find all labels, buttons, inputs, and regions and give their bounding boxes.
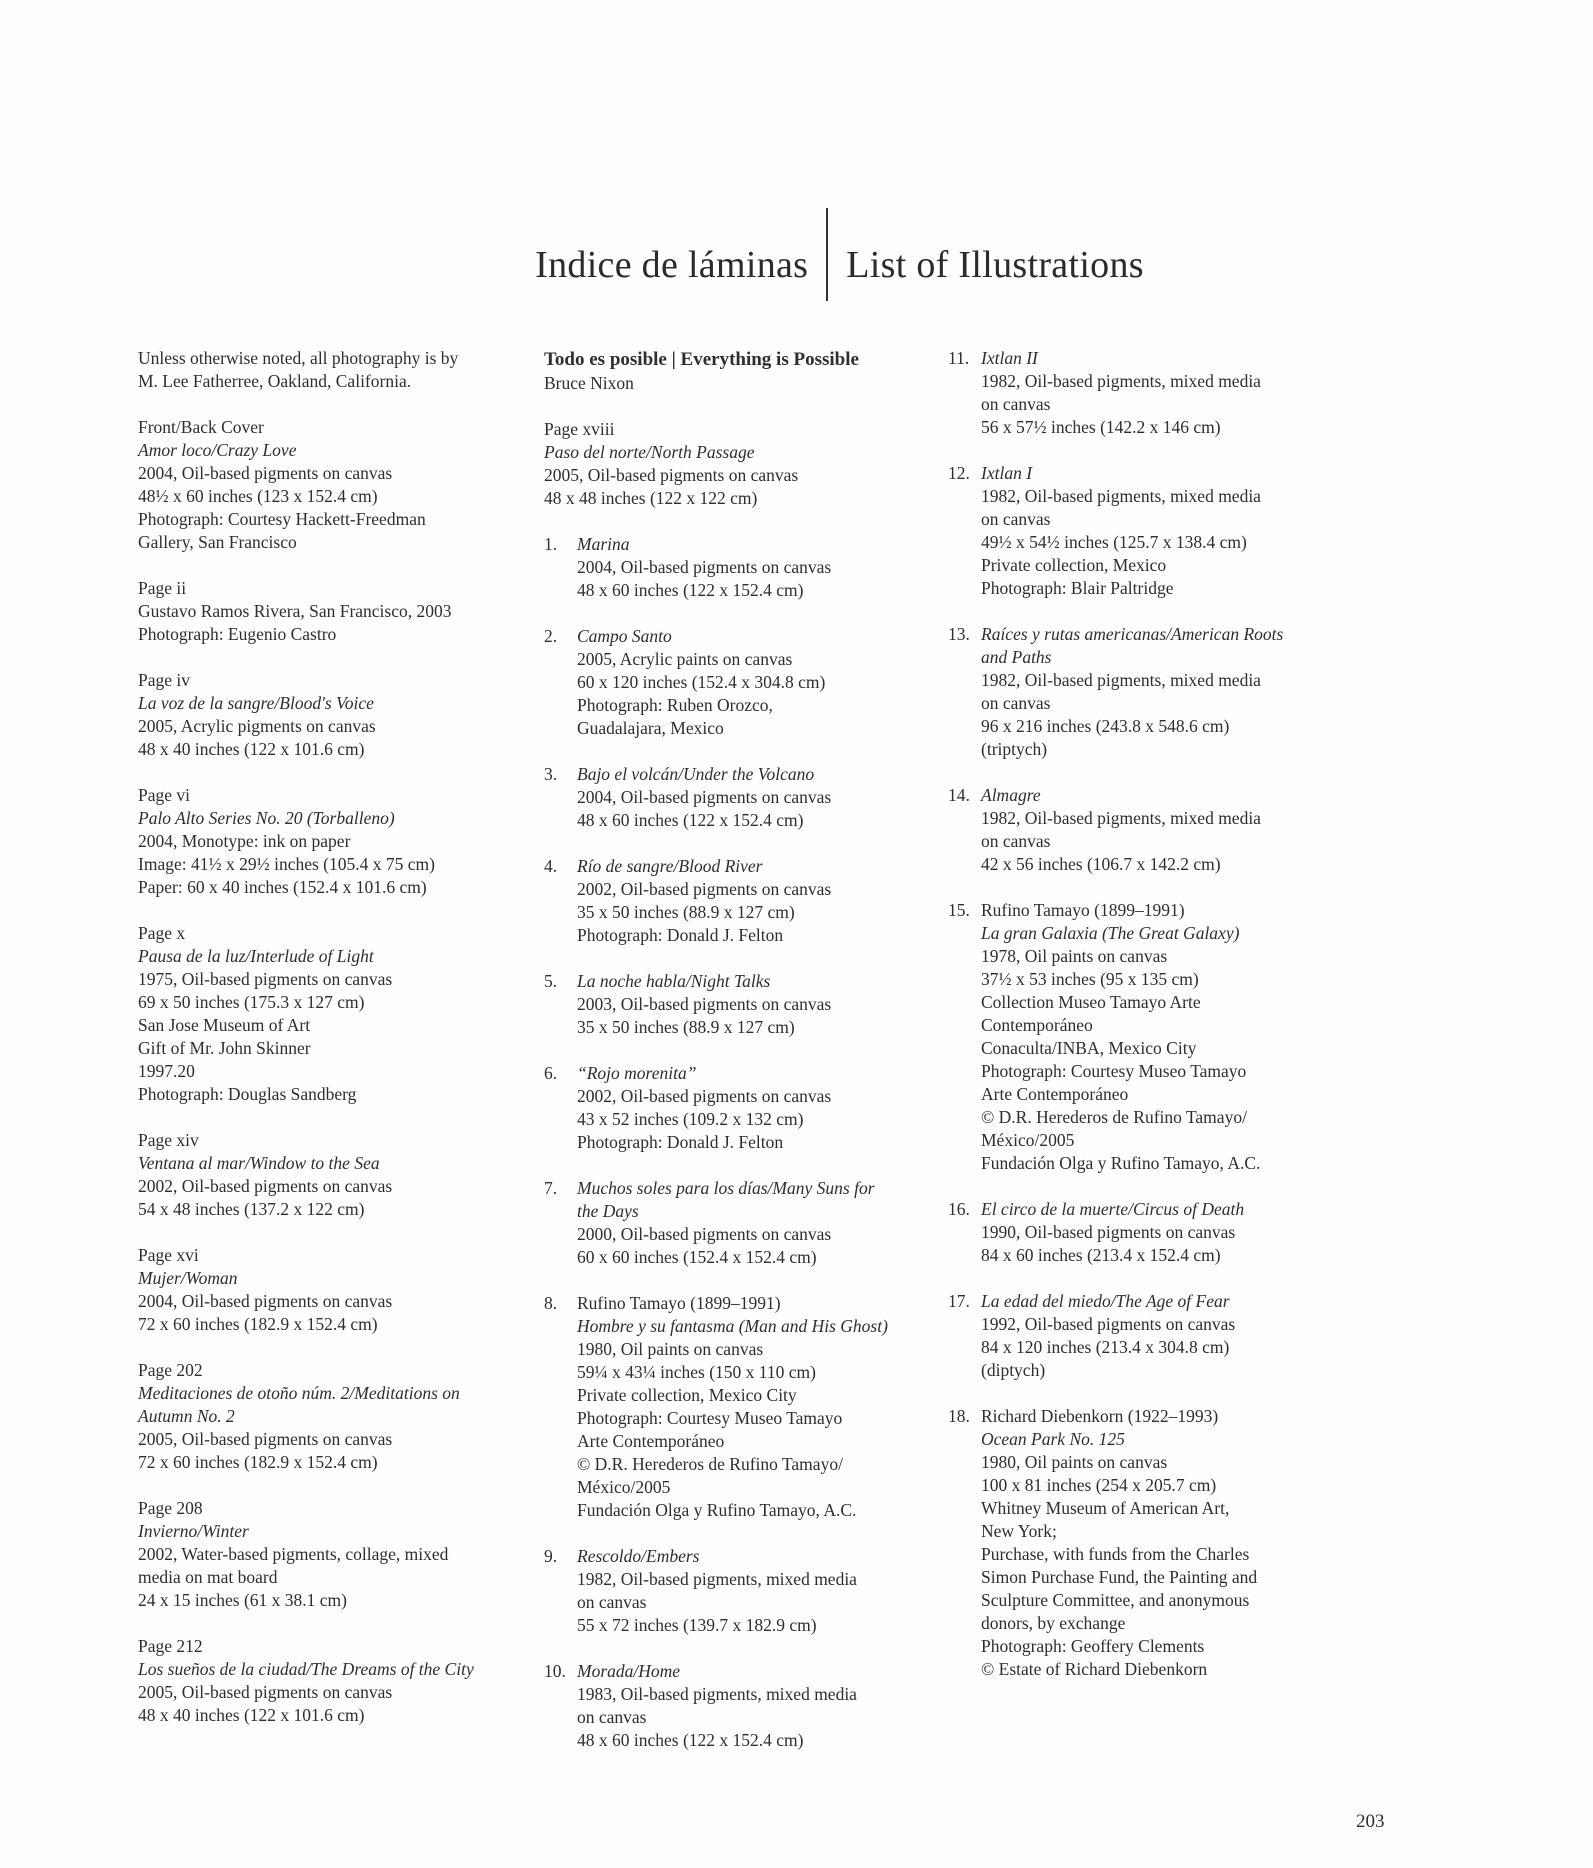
- entry-detail-line: 1982, Oil-based pigments, mixed media: [981, 808, 1261, 828]
- entry-body: [577, 1545, 924, 1637]
- entry-detail-line: 2005, Oil-based pigments on canvas: [544, 465, 799, 485]
- entry-detail-line: 1990, Oil-based pigments on canvas: [981, 1222, 1236, 1242]
- entry-detail-line: 48 x 60 inches (122 x 152.4 cm): [577, 1730, 804, 1750]
- entry-body: [981, 899, 1318, 1175]
- entry-detail-line: 96 x 216 inches (243.8 x 548.6 cm): [981, 716, 1230, 736]
- artwork-title: Ixtlan I: [981, 463, 1033, 483]
- entry-detail-line: 100 x 81 inches (254 x 205.7 cm): [981, 1475, 1217, 1495]
- entry-detail-line: Simon Purchase Fund, the Painting and: [981, 1567, 1258, 1587]
- intro-line: Unless otherwise noted, all photography is by: [138, 348, 459, 368]
- entry-detail-line: 1982, Oil-based pigments, mixed media: [981, 371, 1261, 391]
- artwork-title: Hombre y su fantasma (Man and His Ghost): [577, 1316, 888, 1336]
- entry-detail-line: Fundación Olga y Rufino Tamayo, A.C.: [981, 1153, 1261, 1173]
- entry-detail-line: 48 x 40 inches (122 x 101.6 cm): [138, 739, 365, 759]
- entry-detail-line: on canvas: [981, 509, 1051, 529]
- artwork-title: Campo Santo: [577, 626, 672, 646]
- entry-detail-line: 2002, Oil-based pigments on canvas: [138, 1176, 393, 1196]
- artwork-title: Invierno/Winter: [138, 1521, 249, 1541]
- illustration-entry: [138, 922, 518, 1106]
- entry-detail-line: Arte Contemporáneo: [577, 1431, 725, 1451]
- entry-body: [981, 623, 1318, 761]
- entry-detail-line: 2002, Oil-based pigments on canvas: [577, 1086, 832, 1106]
- entry-detail-line: 72 x 60 inches (182.9 x 152.4 cm): [138, 1452, 378, 1472]
- entry-number: 11.: [948, 348, 970, 368]
- entry-number: 6.: [544, 1063, 558, 1083]
- entry-detail-line: Image: 41½ x 29½ inches (105.4 x 75 cm): [138, 854, 435, 874]
- entry-detail-line: 55 x 72 inches (139.7 x 182.9 cm): [577, 1615, 817, 1635]
- entry-detail-line: Private collection, Mexico City: [577, 1385, 797, 1405]
- entry-number: 17.: [948, 1291, 970, 1311]
- entry-body: [981, 1198, 1318, 1267]
- numbered-entry: [544, 855, 924, 947]
- entry-number: 4.: [544, 856, 558, 876]
- entry-number: 12.: [948, 463, 970, 483]
- section-title: Todo es posible | Everything is Possible: [544, 349, 859, 370]
- entry-detail-line: Photograph: Ruben Orozco,: [577, 695, 773, 715]
- entry-detail-line: 2004, Oil-based pigments on canvas: [577, 557, 832, 577]
- numbered-entry: [544, 1177, 924, 1269]
- artwork-title: Amor loco/Crazy Love: [138, 440, 297, 460]
- entry-detail-line: 60 x 120 inches (152.4 x 304.8 cm): [577, 672, 826, 692]
- entry-detail-line: 54 x 48 inches (137.2 x 122 cm): [138, 1199, 365, 1219]
- artwork-title: Muchos soles para los días/Many Suns for: [577, 1178, 875, 1198]
- entry-detail-line: Gift of Mr. John Skinner: [138, 1038, 311, 1058]
- entry-detail-line: Rufino Tamayo (1899–1991): [981, 900, 1185, 920]
- entry-detail-line: Fundación Olga y Rufino Tamayo, A.C.: [577, 1500, 857, 1520]
- numbered-entry: [544, 1292, 924, 1522]
- numbered-entry: [544, 970, 924, 1039]
- title-spanish: Indice de láminas: [535, 244, 809, 286]
- artwork-title: and Paths: [981, 647, 1052, 667]
- entry-detail-line: 48 x 60 inches (122 x 152.4 cm): [577, 810, 804, 830]
- column-3: [948, 347, 1318, 1704]
- entry-detail-line: Photograph: Donald J. Felton: [577, 925, 784, 945]
- entry-body: [981, 784, 1318, 876]
- numbered-entry: [948, 1198, 1318, 1267]
- entry-detail-line: Conaculta/INBA, Mexico City: [981, 1038, 1197, 1058]
- page-number: 203: [1356, 1811, 1385, 1832]
- entry-detail-line: on canvas: [981, 394, 1051, 414]
- entry-body: [981, 462, 1318, 600]
- numbered-entry: [544, 763, 924, 832]
- entry-detail-line: media on mat board: [138, 1567, 278, 1587]
- numbered-entry: [948, 1290, 1318, 1382]
- entry-detail-line: 1980, Oil paints on canvas: [981, 1452, 1168, 1472]
- entry-detail-line: 56 x 57½ inches (142.2 x 146 cm): [981, 417, 1221, 437]
- entry-detail-line: (diptych): [981, 1360, 1046, 1380]
- artwork-title: Los sueños de la ciudad/The Dreams of the City: [138, 1659, 474, 1679]
- entry-detail-line: Private collection, Mexico: [981, 555, 1167, 575]
- artwork-title: Almagre: [981, 785, 1041, 805]
- entry-body: [981, 1290, 1318, 1382]
- entry-detail-line: Photograph: Douglas Sandberg: [138, 1084, 357, 1104]
- artwork-title: Raíces y rutas americanas/American Roots: [981, 624, 1284, 644]
- entry-detail-line: 48 x 60 inches (122 x 152.4 cm): [577, 580, 804, 600]
- numbered-entry: [948, 899, 1318, 1175]
- entry-detail-line: 1997.20: [138, 1061, 195, 1081]
- numbered-entry: [948, 784, 1318, 876]
- artwork-title: Río de sangre/Blood River: [577, 856, 763, 876]
- entry-detail-line: Sculpture Committee, and anonymous: [981, 1590, 1250, 1610]
- entry-detail-line: 2005, Acrylic paints on canvas: [577, 649, 793, 669]
- artwork-title: Rescoldo/Embers: [577, 1546, 700, 1566]
- artwork-title: Mujer/Woman: [138, 1268, 238, 1288]
- entry-detail-line: Rufino Tamayo (1899–1991): [577, 1293, 781, 1313]
- artwork-title: Pausa de la luz/Interlude of Light: [138, 946, 374, 966]
- entry-detail-line: Photograph: Courtesy Museo Tamayo: [577, 1408, 843, 1428]
- entry-detail-line: Photograph: Blair Paltridge: [981, 578, 1174, 598]
- entry-detail-line: Page 202: [138, 1360, 203, 1380]
- entry-number: 16.: [948, 1199, 970, 1219]
- artwork-title: El circo de la muerte/Circus of Death: [981, 1199, 1245, 1219]
- numbered-entry: [948, 623, 1318, 761]
- entry-detail-line: Page 212: [138, 1636, 203, 1656]
- entry-detail-line: on canvas: [981, 831, 1051, 851]
- entry-detail-line: 1992, Oil-based pigments on canvas: [981, 1314, 1236, 1334]
- entry-detail-line: 2005, Oil-based pigments on canvas: [138, 1429, 393, 1449]
- section-header: [544, 347, 924, 395]
- numbered-entry: [544, 1062, 924, 1154]
- artwork-title: Palo Alto Series No. 20 (Torballeno): [138, 808, 395, 828]
- entry-detail-line: 59¼ x 43¼ inches (150 x 110 cm): [577, 1362, 816, 1382]
- entry-detail-line: Richard Diebenkorn (1922–1993): [981, 1406, 1219, 1426]
- artwork-title: the Days: [577, 1201, 639, 1221]
- entry-number: 10.: [544, 1661, 566, 1681]
- entry-detail-line: 2004, Oil-based pigments on canvas: [138, 463, 393, 483]
- entry-body: [981, 1405, 1318, 1681]
- entry-number: 13.: [948, 624, 970, 644]
- entry-number: 14.: [948, 785, 970, 805]
- entry-detail-line: Page xviii: [544, 419, 615, 439]
- entry-detail-line: donors, by exchange: [981, 1613, 1126, 1633]
- entry-detail-line: 35 x 50 inches (88.9 x 127 cm): [577, 902, 795, 922]
- entry-detail-line: San Jose Museum of Art: [138, 1015, 311, 1035]
- entry-detail-line: México/2005: [577, 1477, 671, 1497]
- entry-detail-line: Page xvi: [138, 1245, 199, 1265]
- entry-detail-line: 1980, Oil paints on canvas: [577, 1339, 764, 1359]
- entry-body: [577, 533, 924, 602]
- entry-detail-line: Page 208: [138, 1498, 203, 1518]
- entry-detail-line: on canvas: [577, 1592, 647, 1612]
- entry-detail-line: 60 x 60 inches (152.4 x 152.4 cm): [577, 1247, 817, 1267]
- entry-detail-line: 24 x 15 inches (61 x 38.1 cm): [138, 1590, 347, 1610]
- entry-detail-line: 2004, Oil-based pigments on canvas: [138, 1291, 393, 1311]
- artwork-title: Paso del norte/North Passage: [544, 442, 755, 462]
- entry-number: 3.: [544, 764, 558, 784]
- artwork-title: Ocean Park No. 125: [981, 1429, 1125, 1449]
- entry-detail-line: 1982, Oil-based pigments, mixed media: [981, 670, 1261, 690]
- title-english: List of Illustrations: [846, 244, 1144, 286]
- entry-detail-line: Gustavo Ramos Rivera, San Francisco, 2003: [138, 601, 452, 621]
- entry-detail-line: 49½ x 54½ inches (125.7 x 138.4 cm): [981, 532, 1247, 552]
- illustration-entry: [138, 416, 518, 554]
- entry-detail-line: 48½ x 60 inches (123 x 152.4 cm): [138, 486, 378, 506]
- entry-number: 5.: [544, 971, 558, 991]
- entry-detail-line: on canvas: [981, 693, 1051, 713]
- entry-detail-line: 43 x 52 inches (109.2 x 132 cm): [577, 1109, 804, 1129]
- page-heading: [0, 208, 1593, 301]
- entry-body: [577, 625, 924, 740]
- entry-detail-line: Contemporáneo: [981, 1015, 1093, 1035]
- artwork-title: La noche habla/Night Talks: [577, 971, 771, 991]
- entry-detail-line: Page xiv: [138, 1130, 199, 1150]
- entry-detail-line: Front/Back Cover: [138, 417, 264, 437]
- entry-body: [577, 1292, 924, 1522]
- artwork-title: Morada/Home: [577, 1661, 681, 1681]
- entry-detail-line: 35 x 50 inches (88.9 x 127 cm): [577, 1017, 795, 1037]
- artwork-title: La voz de la sangre/Blood's Voice: [138, 693, 374, 713]
- entry-detail-line: 2005, Acrylic pigments on canvas: [138, 716, 376, 736]
- artwork-title: La edad del miedo/The Age of Fear: [981, 1291, 1230, 1311]
- entry-detail-line: New York;: [981, 1521, 1057, 1541]
- entry-detail-line: Photograph: Donald J. Felton: [577, 1132, 784, 1152]
- entry-detail-line: 1978, Oil paints on canvas: [981, 946, 1168, 966]
- entry-detail-line: Whitney Museum of American Art,: [981, 1498, 1230, 1518]
- entry-detail-line: 48 x 40 inches (122 x 101.6 cm): [138, 1705, 365, 1725]
- entry-detail-line: 1983, Oil-based pigments, mixed media: [577, 1684, 857, 1704]
- entry-detail-line: 1982, Oil-based pigments, mixed media: [981, 486, 1261, 506]
- numbered-entry: [948, 1405, 1318, 1681]
- entry-detail-line: Page iv: [138, 670, 191, 690]
- entry-detail-line: 42 x 56 inches (106.7 x 142.2 cm): [981, 854, 1221, 874]
- entry-detail-line: 1975, Oil-based pigments on canvas: [138, 969, 393, 989]
- artwork-title: “Rojo morenita”: [577, 1063, 697, 1083]
- entry-detail-line: Purchase, with funds from the Charles: [981, 1544, 1250, 1564]
- illustration-entry: [138, 1497, 518, 1612]
- entry-detail-line: 2005, Oil-based pigments on canvas: [138, 1682, 393, 1702]
- preface-entry: [544, 418, 924, 510]
- artwork-title: Autumn No. 2: [138, 1406, 235, 1426]
- entry-detail-line: 48 x 48 inches (122 x 122 cm): [544, 488, 758, 508]
- column-1: [138, 347, 518, 1750]
- artwork-title: Bajo el volcán/Under the Volcano: [577, 764, 815, 784]
- entry-number: 2.: [544, 626, 558, 646]
- entry-detail-line: on canvas: [577, 1707, 647, 1727]
- entry-detail-line: Page vi: [138, 785, 191, 805]
- entry-detail-line: Page x: [138, 923, 186, 943]
- artwork-title: Meditaciones de otoño núm. 2/Meditations on: [138, 1383, 460, 1403]
- entry-number: 8.: [544, 1293, 558, 1313]
- entry-detail-line: 69 x 50 inches (175.3 x 127 cm): [138, 992, 365, 1012]
- entry-detail-line: Photograph: Eugenio Castro: [138, 624, 337, 644]
- entry-detail-line: Arte Contemporáneo: [981, 1084, 1129, 1104]
- numbered-entry: [544, 625, 924, 740]
- artwork-title: La gran Galaxia (The Great Galaxy): [981, 923, 1240, 943]
- entry-detail-line: © D.R. Herederos de Rufino Tamayo/: [577, 1454, 843, 1474]
- entry-detail-line: 2000, Oil-based pigments on canvas: [577, 1224, 832, 1244]
- section-author: Bruce Nixon: [544, 373, 634, 393]
- artwork-title: Marina: [577, 534, 630, 554]
- numbered-entry: [544, 1660, 924, 1752]
- entry-detail-line: 37½ x 53 inches (95 x 135 cm): [981, 969, 1199, 989]
- entry-detail-line: (triptych): [981, 739, 1048, 759]
- entry-detail-line: © Estate of Richard Diebenkorn: [981, 1659, 1208, 1679]
- entry-detail-line: 84 x 60 inches (213.4 x 152.4 cm): [981, 1245, 1221, 1265]
- illustration-entry: [138, 577, 518, 646]
- entry-detail-line: 1982, Oil-based pigments, mixed media: [577, 1569, 857, 1589]
- entry-body: [577, 1177, 924, 1269]
- illustration-entry: [138, 784, 518, 899]
- entry-detail-line: Gallery, San Francisco: [138, 532, 297, 552]
- entry-detail-line: México/2005: [981, 1130, 1075, 1150]
- entry-detail-line: 2004, Monotype: ink on paper: [138, 831, 351, 851]
- illustration-entry: [138, 1359, 518, 1474]
- entry-detail-line: 84 x 120 inches (213.4 x 304.8 cm): [981, 1337, 1230, 1357]
- intro-line: M. Lee Fatherree, Oakland, California.: [138, 371, 412, 391]
- entry-body: [577, 970, 924, 1039]
- entry-body: [981, 347, 1318, 439]
- illustration-entry: [138, 1244, 518, 1336]
- photo-credit-note: [138, 347, 518, 393]
- entry-body: [577, 1660, 924, 1752]
- entry-detail-line: © D.R. Herederos de Rufino Tamayo/: [981, 1107, 1247, 1127]
- illustration-entry: [138, 669, 518, 761]
- entry-detail-line: Page ii: [138, 578, 187, 598]
- entry-detail-line: Collection Museo Tamayo Arte: [981, 992, 1201, 1012]
- illustration-entry: [138, 1129, 518, 1221]
- illustration-entry: [138, 1635, 518, 1727]
- entry-detail-line: Paper: 60 x 40 inches (152.4 x 101.6 cm): [138, 877, 427, 897]
- entry-detail-line: 2003, Oil-based pigments on canvas: [577, 994, 832, 1014]
- entry-detail-line: Photograph: Geoffery Clements: [981, 1636, 1205, 1656]
- numbered-entry: [544, 533, 924, 602]
- column-2: [544, 347, 924, 1775]
- numbered-entry: [544, 1545, 924, 1637]
- entry-number: 7.: [544, 1178, 558, 1198]
- entry-number: 15.: [948, 900, 970, 920]
- entry-number: 1.: [544, 534, 558, 554]
- entry-detail-line: 2002, Water-based pigments, collage, mixed: [138, 1544, 449, 1564]
- entry-number: 18.: [948, 1406, 970, 1426]
- entry-number: 9.: [544, 1546, 558, 1566]
- entry-detail-line: Photograph: Courtesy Museo Tamayo: [981, 1061, 1247, 1081]
- entry-detail-line: 72 x 60 inches (182.9 x 152.4 cm): [138, 1314, 378, 1334]
- numbered-entry: [948, 347, 1318, 439]
- entry-detail-line: 2002, Oil-based pigments on canvas: [577, 879, 832, 899]
- entry-detail-line: Guadalajara, Mexico: [577, 718, 724, 738]
- artwork-title: Ventana al mar/Window to the Sea: [138, 1153, 380, 1173]
- numbered-entry: [948, 462, 1318, 600]
- entry-body: [577, 855, 924, 947]
- entry-body: [577, 763, 924, 832]
- artwork-title: Ixtlan II: [981, 348, 1038, 368]
- entry-body: [577, 1062, 924, 1154]
- entry-detail-line: Photograph: Courtesy Hackett-Freedman: [138, 509, 426, 529]
- entry-detail-line: 2004, Oil-based pigments on canvas: [577, 787, 832, 807]
